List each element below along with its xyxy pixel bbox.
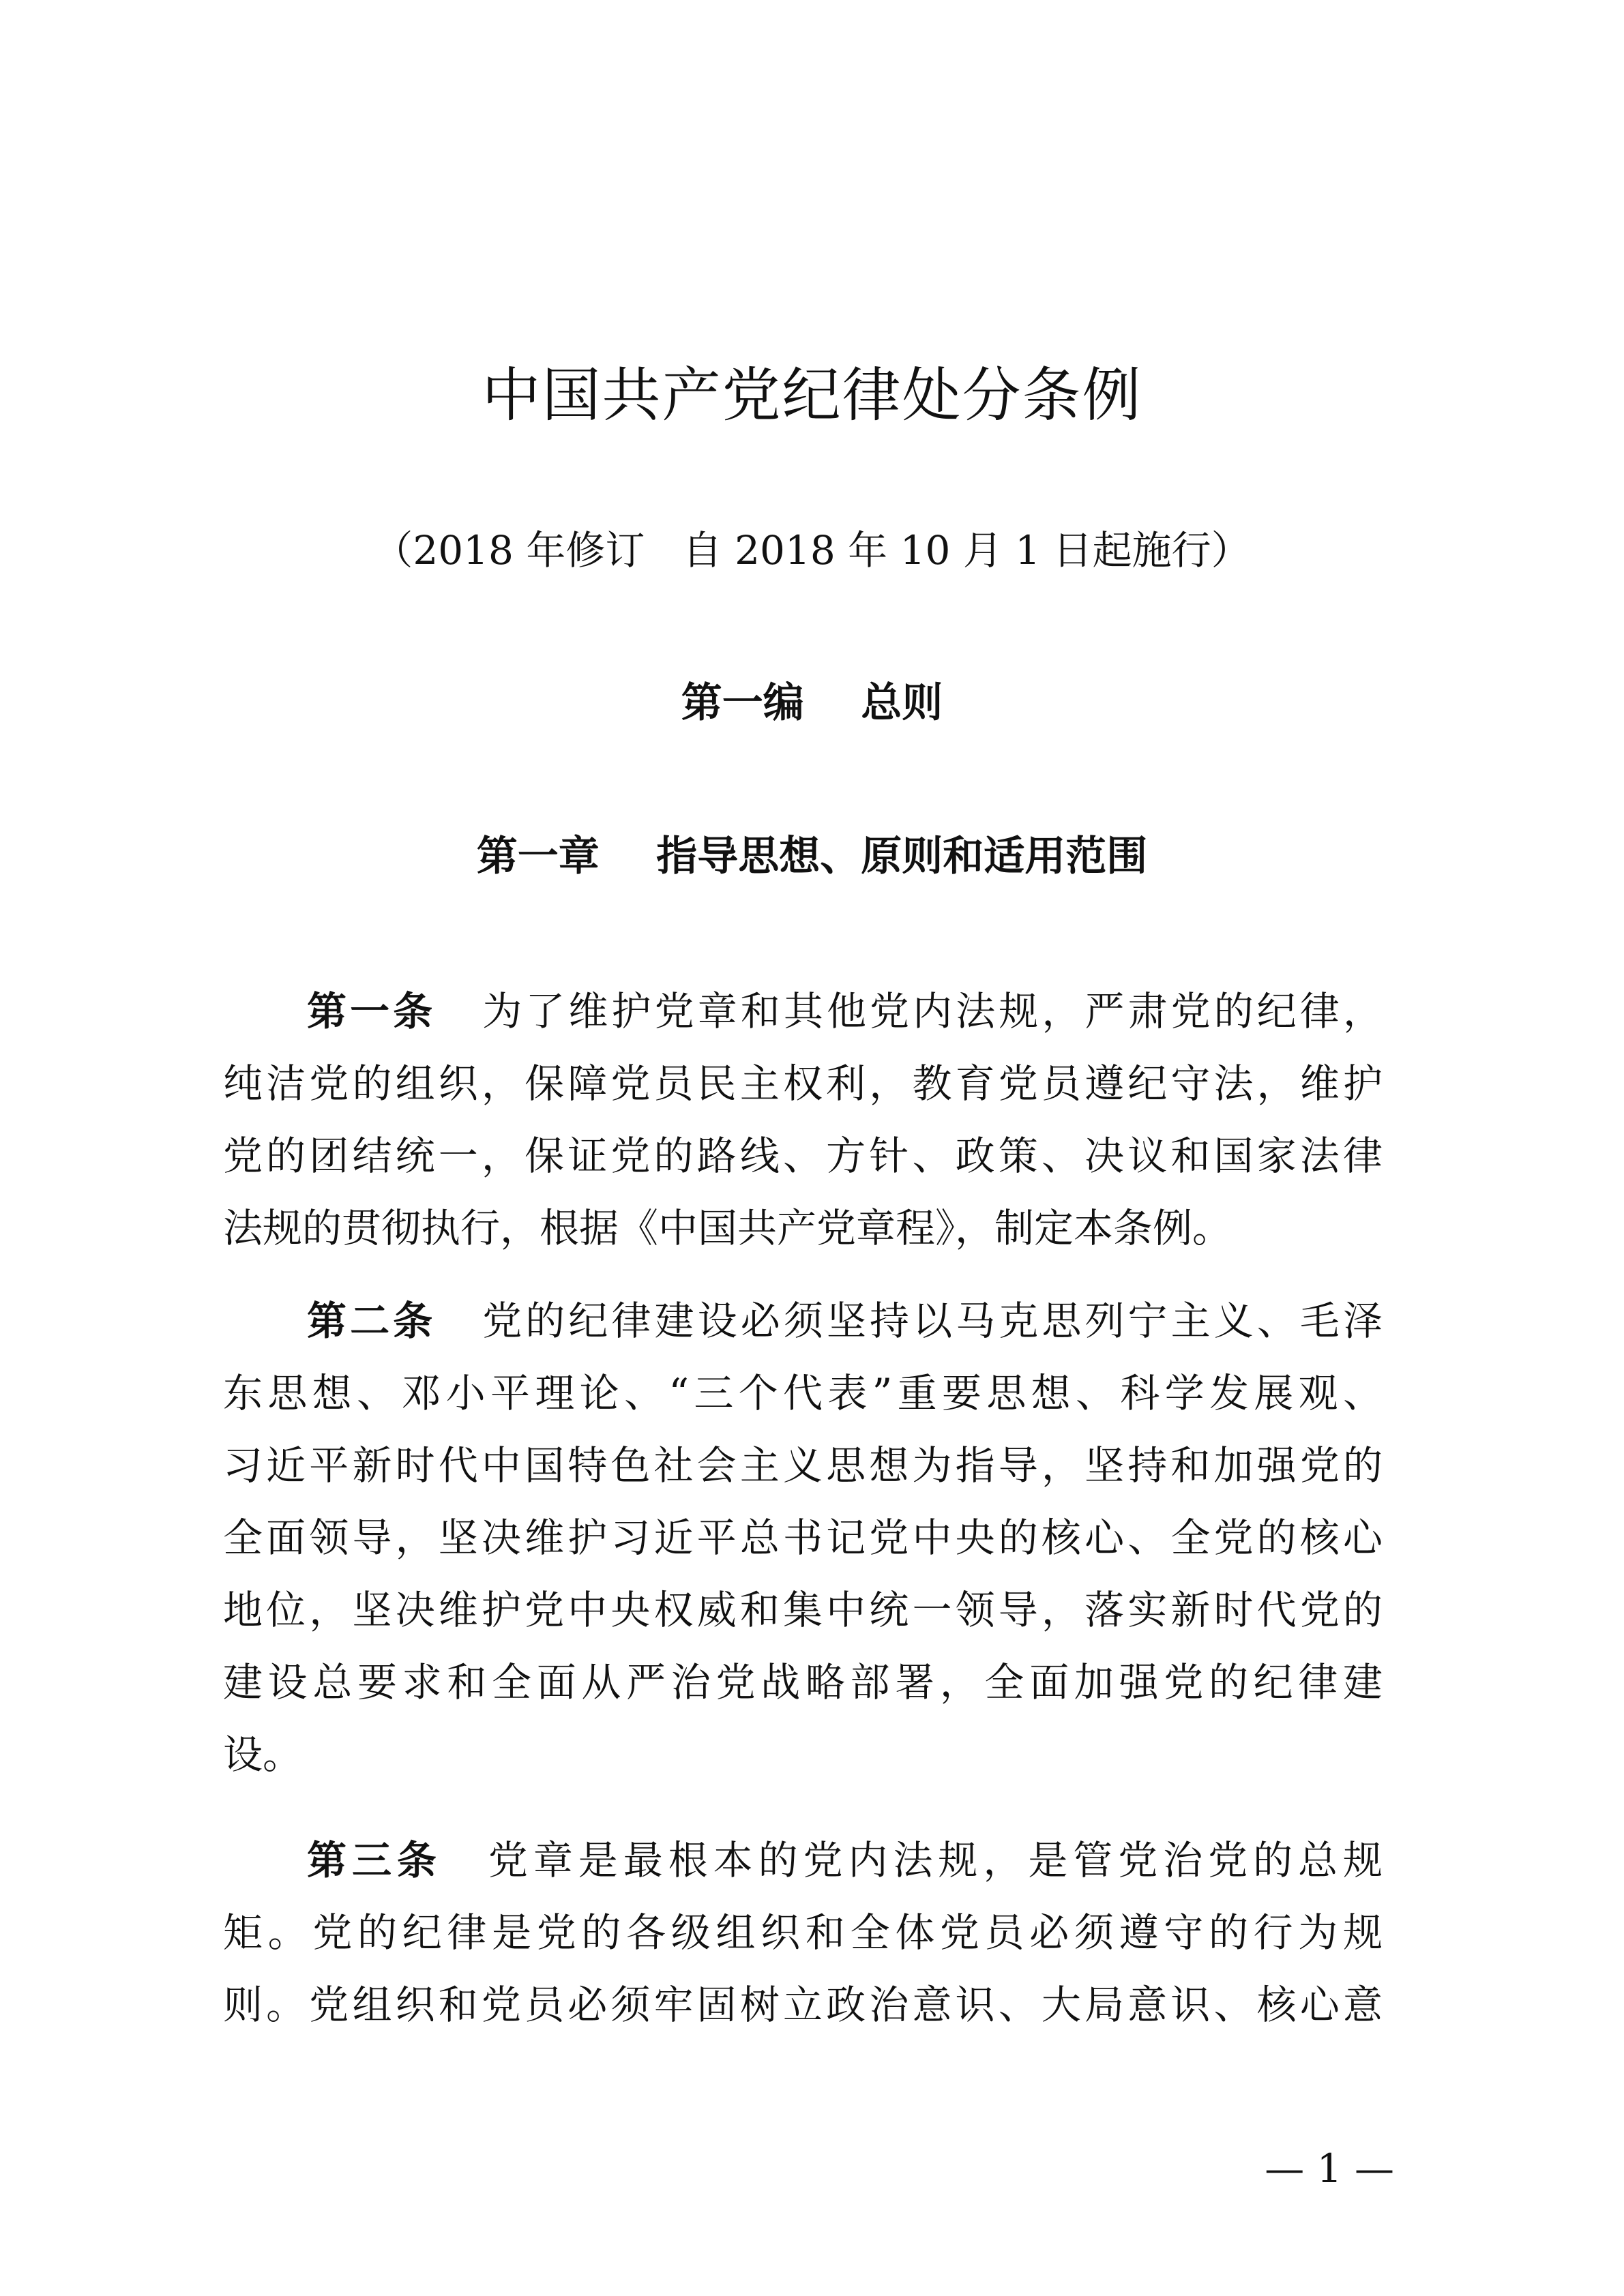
article-2: [223, 1285, 1383, 1791]
article-label: 第三条: [307, 1837, 442, 1883]
article-line: 全面领导，坚决维护习近平总书记党中央的核心、全党的核心: [223, 1515, 1383, 1561]
article-text: 党的纪律建设必须坚持以马克思列宁主义、毛泽: [482, 1298, 1383, 1344]
article-line: 党的团结统一，保证党的路线、方针、政策、决议和国家法律: [223, 1133, 1383, 1179]
article-line: 地位，坚决维护党中央权威和集中统一领导，落实新时代党的: [223, 1587, 1383, 1633]
article-label: 第二条: [307, 1298, 437, 1344]
article-3: [223, 1824, 1383, 2041]
article-line: 习近平新时代中国特色社会主义思想为指导，坚持和加强党的: [223, 1442, 1383, 1489]
article-line: 矩。党的纪律是党的各级组织和全体党员必须遵守的行为规: [223, 1909, 1383, 1956]
article-line: 东思想、邓小平理论、“三个代表”重要思想、科学发展观、: [223, 1370, 1383, 1416]
page-number: — 1 —: [1265, 2145, 1394, 2192]
chapter-heading: 第一章 指导思想、原则和适用范围: [476, 833, 1148, 880]
article-line: 法规的贯彻执行，根据《中国共产党章程》，制定本条例。: [223, 1205, 1232, 1251]
document-title: 中国共产党纪律处分条例: [482, 361, 1142, 430]
article-line: 则。党组织和党员必须牢固树立政治意识、大局意识、核心意: [223, 1982, 1383, 2028]
document-subtitle: （2018 年修订 自 2018 年 10 月 1 日起施行）: [373, 527, 1251, 573]
article-line: [223, 975, 1383, 1047]
part-heading: 第一编 总则: [681, 679, 943, 727]
article-line: 设。: [223, 1731, 303, 1778]
article-label: 第一条: [307, 988, 437, 1034]
article-text: 为了维护党章和其他党内法规，严肃党的纪律，: [482, 988, 1383, 1034]
article-line: 建设总要求和全面从严治党战略部署，全面加强党的纪律建: [223, 1659, 1383, 1705]
article-1: [223, 975, 1383, 1264]
article-text: 党章是最根本的党内法规，是管党治党的总规: [488, 1837, 1383, 1883]
article-line: 纯洁党的组织，保障党员民主权利，教育党员遵纪守法，维护: [223, 1060, 1383, 1107]
article-line: [223, 1285, 1383, 1357]
article-line: [223, 1824, 1383, 1896]
